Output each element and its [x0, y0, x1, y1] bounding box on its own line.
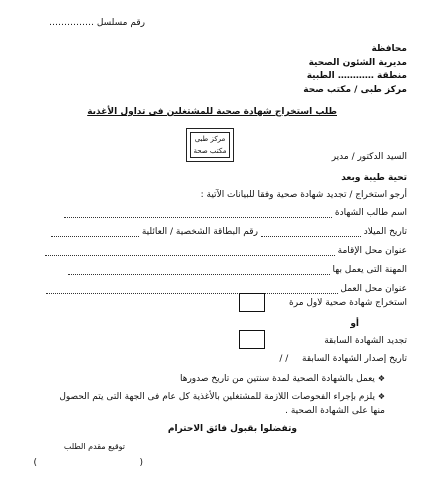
prev-issue-label: تاريخ إصدار الشهادة السابقة [302, 354, 407, 364]
prev-issue-date [279, 354, 407, 364]
applicant-name-label: اسم طالب الشهادة [334, 208, 407, 218]
prev-issue-separators[interactable]: / / [279, 354, 289, 364]
field-profession [68, 265, 407, 275]
region-suffix: الطبية [306, 71, 335, 81]
diamond-bullet-icon: ❖ [377, 374, 385, 383]
greeting: تحية طيبة وبعد [341, 173, 407, 183]
option-renew: تجديد الشهادة السابقة [324, 336, 407, 346]
note-item [180, 374, 385, 384]
field-work-address [46, 284, 408, 294]
field-birth-date [51, 227, 407, 237]
birth-date-label: تاريخ الميلاد [363, 227, 407, 237]
header-governorate: محافظة [371, 44, 407, 54]
first-time-checkbox[interactable] [239, 293, 265, 312]
birth-date-line[interactable] [261, 228, 361, 237]
office-stamp [186, 128, 234, 162]
note-item [45, 390, 385, 418]
note-text: يلزم بإجراء الفحوصات اللازمة للمشتغلين بالأغذية كل عام فى الجهة التى يتم الحصول منها على الشهادة الصحية . [59, 392, 385, 416]
signature-close-paren: ) [33, 458, 37, 468]
profession-line[interactable] [68, 266, 330, 275]
region-label: منطقة [377, 71, 407, 81]
signature-label: توقيع مقدم الطلب [63, 442, 125, 451]
signature-open-paren: ( [139, 458, 143, 468]
closing-line: وتفضلوا بقبول فائق الاحترام [167, 424, 297, 434]
option-first-time: استخراج شهادة صحية لاول مرة [289, 298, 407, 308]
renew-checkbox[interactable] [239, 330, 265, 349]
diamond-bullet-icon: ❖ [377, 392, 385, 401]
stamp-line1: مركز طبى [194, 135, 226, 143]
header-medical-center: مركز طبى / مكتب صحة [303, 85, 407, 95]
intro-text: أرجو استخراج / تجديد شهادة صحية وفقا للبيانات الآتية : [200, 190, 407, 200]
stamp-line2: مكتب صحة [193, 147, 227, 155]
work-address-label: عنوان محل العمل [340, 284, 407, 294]
applicant-name-line[interactable] [64, 209, 332, 218]
signature-field[interactable] [39, 468, 133, 469]
page-title: طلب استخراج شهادة صحية للمشتغلين فى تداول الأغذية [87, 107, 337, 117]
id-number-label: رقم البطاقة الشخصية / العائلية [141, 227, 258, 237]
serial-number [49, 18, 145, 28]
residence-address-label: عنوان محل الإقامة [337, 246, 407, 256]
addressee: السيد الدكتور / مدير [331, 152, 407, 162]
region-dots: ………… [337, 71, 374, 81]
residence-address-line[interactable] [45, 247, 335, 256]
option-or: أو [350, 319, 359, 329]
serial-label: رقم مسلسل [96, 18, 145, 28]
header-region [307, 71, 407, 81]
serial-dots: …………… [48, 18, 94, 28]
note-text: يعمل بالشهادة الصحية لمدة سنتين من تاريخ صدورها [179, 374, 375, 384]
id-number-line[interactable] [51, 228, 139, 237]
field-residence-address [45, 246, 407, 256]
work-address-line[interactable] [46, 285, 338, 294]
field-applicant-name [64, 208, 407, 218]
profession-label: المهنة التى يعمل بها [332, 265, 407, 275]
header-directorate: مديرية الشئون الصحية [308, 58, 407, 68]
